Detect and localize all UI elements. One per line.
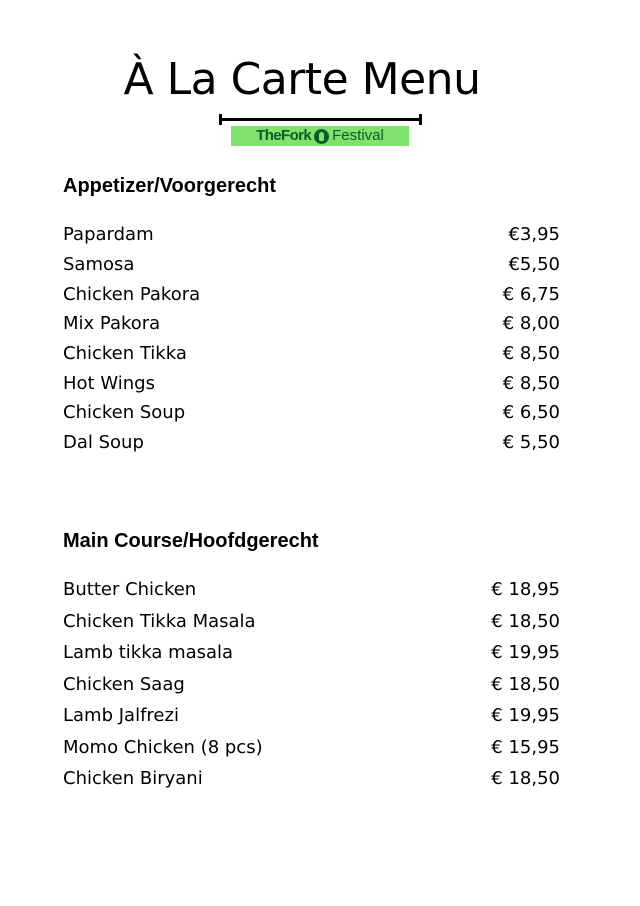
item-name: Samosa	[63, 254, 135, 276]
menu-item	[63, 339, 560, 369]
item-price: € 18,95	[491, 579, 560, 601]
item-name: Lamb Jalfrezi	[63, 705, 179, 727]
section-heading-appetizer: Appetizer/Voorgerecht	[63, 175, 276, 197]
item-name: Hot Wings	[63, 372, 155, 394]
menu-item	[63, 763, 560, 795]
logo-event-text: Festival	[332, 127, 384, 144]
appetizer-list	[63, 220, 560, 458]
section-heading-main-course: Main Course/Hoofdgerecht	[63, 530, 319, 552]
menu-item	[63, 669, 560, 701]
title-divider	[219, 118, 422, 121]
menu-item	[63, 700, 560, 732]
menu-item	[63, 398, 560, 428]
thefork-festival-logo	[231, 126, 409, 146]
menu-item	[63, 637, 560, 669]
logo-brand-text: TheFork	[256, 127, 312, 144]
menu-item	[63, 606, 560, 638]
item-price: € 18,50	[491, 768, 560, 790]
item-name: Momo Chicken (8 pcs)	[63, 736, 263, 758]
menu-item	[63, 732, 560, 764]
item-price: € 5,50	[502, 432, 560, 454]
item-name: Papardam	[63, 224, 154, 246]
item-price: € 18,50	[491, 673, 560, 695]
item-price: € 8,50	[502, 372, 560, 394]
item-name: Butter Chicken	[63, 579, 197, 601]
item-name: Chicken Pakora	[63, 283, 201, 305]
item-name: Mix Pakora	[63, 313, 161, 335]
item-price: € 19,95	[491, 642, 560, 664]
item-price: € 6,50	[502, 402, 560, 424]
menu-item	[63, 309, 560, 339]
item-price: €3,95	[508, 224, 560, 246]
item-price: € 19,95	[491, 705, 560, 727]
item-name: Dal Soup	[63, 432, 144, 454]
item-name: Chicken Biryani	[63, 768, 203, 790]
item-price: € 15,95	[491, 736, 560, 758]
menu-item	[63, 220, 560, 250]
menu-item	[63, 428, 560, 458]
item-name: Chicken Tikka Masala	[63, 610, 256, 632]
menu-item	[63, 368, 560, 398]
item-price: € 18,50	[491, 610, 560, 632]
menu-item	[63, 574, 560, 606]
item-name: Chicken Tikka	[63, 343, 187, 365]
item-name: Chicken Saag	[63, 673, 185, 695]
item-name: Lamb tikka masala	[63, 642, 234, 664]
menu-item	[63, 279, 560, 309]
item-price: € 6,75	[502, 283, 560, 305]
page-title: À La Carte Menu	[123, 54, 481, 105]
item-name: Chicken Soup	[63, 402, 186, 424]
item-price: €5,50	[508, 254, 560, 276]
menu-item	[63, 250, 560, 280]
main-course-list	[63, 574, 560, 795]
item-price: € 8,50	[502, 343, 560, 365]
fork-logo-icon	[314, 129, 329, 144]
item-price: € 8,00	[502, 313, 560, 335]
